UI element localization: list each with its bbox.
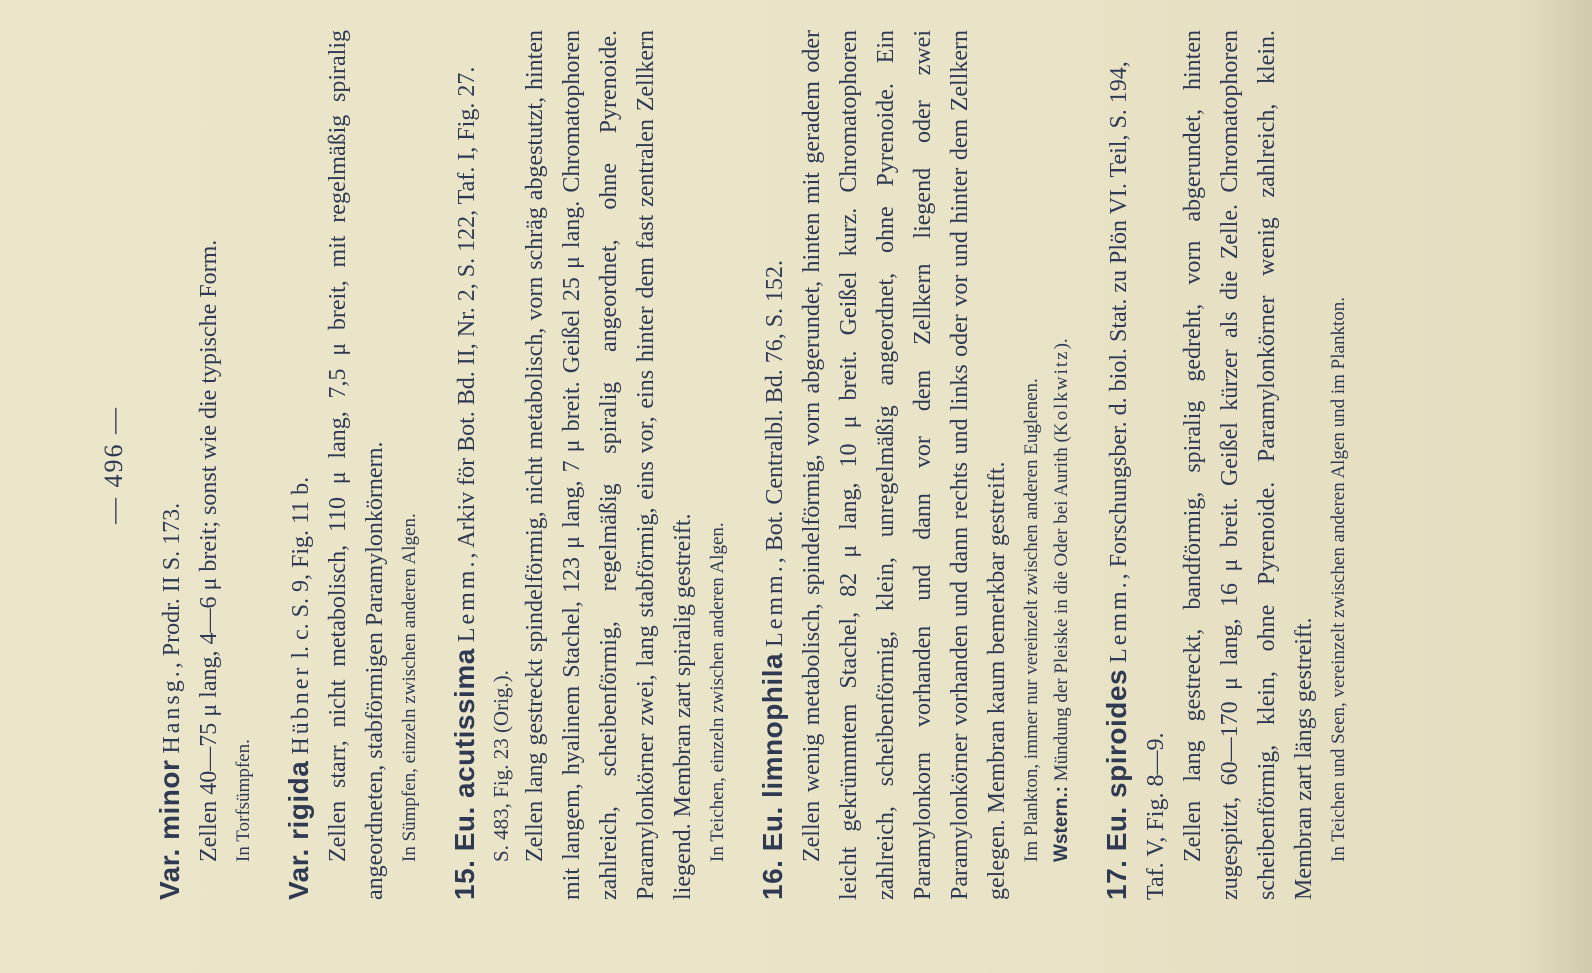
taxon-reference: , Arkiv för Bot. Bd. II, Nr. 2, S. 122, Taf. I, Fig. 27. bbox=[454, 66, 480, 559]
entry-description: Zellen starr, nicht metabolisch, 110 μ lang, 7,5 μ breit, mit regelmäßig spiralig angeordneten, stabförmigen Paramylonkörnern. bbox=[325, 30, 388, 900]
distribution-text: Mündung der Pleiske in die Oder bei Aurith ( bbox=[1051, 436, 1072, 786]
distribution-end: ). bbox=[1051, 338, 1072, 350]
distribution-label: Wstern.: bbox=[1051, 786, 1072, 862]
page-edge-shadow bbox=[1522, 0, 1592, 973]
page-number: — 496 — bbox=[99, 406, 128, 524]
entry-habitat: In Sümpfen, einzeln zwischen anderen Algen. bbox=[399, 513, 420, 862]
taxon-label: 15. Eu. acutissima bbox=[449, 648, 480, 900]
entry-heading bbox=[151, 30, 191, 900]
taxon-reference: , Prodr. II S. 173. bbox=[159, 502, 185, 669]
entry-spiroides bbox=[1098, 30, 1353, 900]
entry-var-minor bbox=[151, 30, 258, 900]
taxon-label: Var. minor bbox=[154, 759, 185, 900]
rotated-page bbox=[95, 30, 1515, 900]
taxon-label: 17. Eu. spiroides bbox=[1101, 668, 1132, 900]
distribution-collector: Kolkwitz bbox=[1051, 349, 1072, 437]
entry-description: Zellen lang gestreckt spindelförmig, nicht metabolisch, vorn schräg abgestutzt, hinten mit langem, hyalinem Stachel, 123 μ lang, 7 μ breit. Geißel 25 μ lang. Chromatophoren zahlreich, scheibenförmig, regelmäßig spiralig angeordnet, ohne Pyrenoide. Paramylonkörner zwei, lang stabförmig, eins vor, eins hinter dem fast zentralen Zellkern liegend. Membran zart spiralig gestreift. bbox=[522, 30, 696, 900]
entry-distribution bbox=[1047, 30, 1076, 900]
entry-habitat: In Torfsümpfen. bbox=[233, 739, 254, 862]
entry-habitat: Im Plankton, immer nur vereinzelt zwischen anderen Euglenen. bbox=[1021, 378, 1042, 862]
entry-heading bbox=[754, 30, 794, 900]
entry-heading bbox=[446, 30, 486, 900]
entry-habitat: In Teichen, einzeln zwischen anderen Algen. bbox=[707, 522, 728, 862]
taxon-author: Lemm. bbox=[762, 563, 788, 647]
taxon-author: Hübner bbox=[288, 664, 314, 755]
entry-var-rigida bbox=[280, 30, 424, 900]
entry-limnophila bbox=[754, 30, 1076, 900]
taxon-reference: l. c. S. 9, Fig. 11 b. bbox=[288, 476, 314, 665]
taxon-reference: , Bot. Centralbl. Bd. 76, S. 152. bbox=[762, 259, 788, 564]
entry-figure-reference: S. 483, Fig. 23 (Orig.). bbox=[489, 670, 513, 862]
entry-heading bbox=[1098, 30, 1175, 900]
entry-description: Zellen 40—75 μ lang, 4—6 μ breit; sonst wie die typische Form. bbox=[196, 239, 222, 862]
entry-description: Zellen lang gestreckt, bandförmig, spiralig gedreht, vorn abgerundet, hinten zugespitzt, 60—170 μ lang, 16 μ breit. Geißel kürzer als die Zelle. Chromatophoren scheibenförmig, klein, ohne Pyrenoide. Paramylonkörner wenig zahlreich, klein. Membran zart längs gestreift. bbox=[1180, 30, 1317, 900]
entry-habitat: In Teichen und Seen, vereinzelt zwischen anderen Algen und im Plankton. bbox=[1328, 297, 1349, 862]
taxon-author: Hansg. bbox=[159, 668, 185, 754]
entry-description: Zellen wenig metabolisch, spindelförmig, vorn abgerundet, hinten mit geradem oder leicht gekrümmtem Stachel, 82 μ lang, 10 μ breit. Geißel kurz. Chromatophoren zahlreich, scheibenförmig, klein, unregelmäßig angeordnet, ohne Pyrenoide. Ein Paramylonkorn vorhanden und dann vor dem Zellkern liegend oder zwei Paramylonkörner vorhanden und dann rechts und links oder vor und hinter dem Zellkern gelegen. Membran kaum bemerkbar gestreift. bbox=[799, 30, 1010, 900]
entry-acutissima bbox=[446, 30, 732, 900]
entry-heading bbox=[280, 30, 320, 900]
taxon-label: 16. Eu. limnophila bbox=[757, 652, 788, 900]
taxon-reference: , Forschungsber. d. biol. Stat. zu Plön VI. Teil, S. 194, Taf. V, Fig. 8—9. bbox=[1106, 61, 1169, 900]
taxon-label: Var. rigida bbox=[283, 760, 314, 900]
taxon-author: Lemm. bbox=[454, 558, 480, 643]
taxon-author: Lemm. bbox=[1106, 579, 1132, 663]
